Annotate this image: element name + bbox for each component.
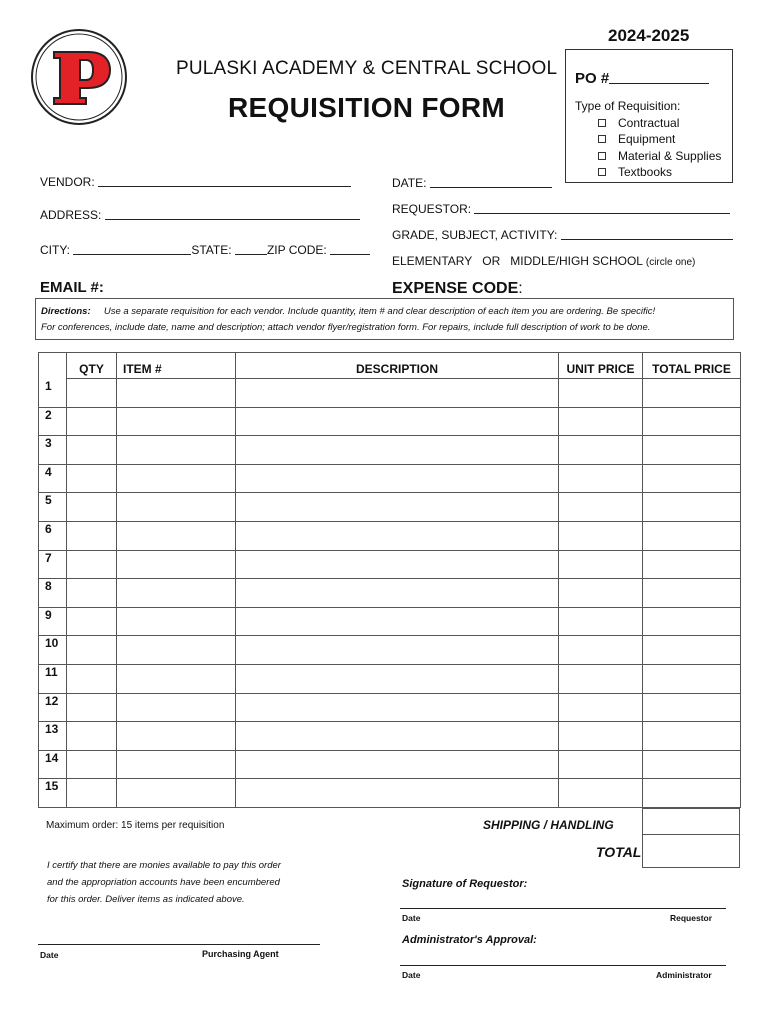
type-equipment-checkbox[interactable] xyxy=(598,132,675,146)
requestor-date-label: Date xyxy=(402,913,421,923)
vendor-field[interactable] xyxy=(40,175,351,189)
table-row xyxy=(39,693,741,722)
total-amount-field[interactable] xyxy=(642,834,740,868)
total-price-cell[interactable] xyxy=(643,464,741,493)
unit-price-cell[interactable] xyxy=(559,464,643,493)
row-number: 4 xyxy=(39,464,67,493)
row-number: 5 xyxy=(39,493,67,522)
grade-label: GRADE, SUBJECT, ACTIVITY: xyxy=(392,228,558,242)
description-cell[interactable] xyxy=(236,779,559,808)
row-number: 3 xyxy=(39,436,67,465)
row-number: 2 xyxy=(39,407,67,436)
school-level-field[interactable] xyxy=(392,254,695,268)
purchasing-signature-line[interactable] xyxy=(38,944,320,945)
table-row xyxy=(39,407,741,436)
qty-cell[interactable] xyxy=(67,464,117,493)
header-item: ITEM # xyxy=(117,353,236,379)
qty-cell[interactable] xyxy=(67,550,117,579)
header-unit-price: UNIT PRICE xyxy=(559,353,643,379)
qty-cell[interactable] xyxy=(67,693,117,722)
table-header-row xyxy=(39,353,741,379)
requestor-label: REQUESTOR: xyxy=(392,202,472,216)
table-row xyxy=(39,750,741,779)
type-label: Textbooks xyxy=(618,165,673,179)
description-cell[interactable] xyxy=(236,750,559,779)
table-row xyxy=(39,722,741,751)
description-cell[interactable] xyxy=(236,607,559,636)
purchasing-agent-label: Purchasing Agent xyxy=(202,949,279,959)
item-number-cell[interactable] xyxy=(117,493,236,522)
unit-price-cell[interactable] xyxy=(559,722,643,751)
type-label: Equipment xyxy=(618,132,676,146)
unit-price-cell[interactable] xyxy=(559,664,643,693)
item-number-cell[interactable] xyxy=(117,550,236,579)
table-row xyxy=(39,436,741,465)
total-price-cell[interactable] xyxy=(643,436,741,465)
qty-cell[interactable] xyxy=(67,521,117,550)
table-row xyxy=(39,379,741,408)
header-description: DESCRIPTION xyxy=(236,353,559,379)
table-row xyxy=(39,779,741,808)
address-label: ADDRESS: xyxy=(40,208,102,222)
grade-subject-field[interactable] xyxy=(392,228,733,242)
item-number-cell[interactable] xyxy=(117,407,236,436)
description-cell[interactable] xyxy=(236,636,559,665)
unit-price-cell[interactable] xyxy=(559,579,643,608)
table-row xyxy=(39,521,741,550)
shipping-amount-field[interactable] xyxy=(642,808,740,835)
school-year: 2024-2025 xyxy=(608,26,690,45)
item-number-cell[interactable] xyxy=(117,521,236,550)
description-cell[interactable] xyxy=(236,550,559,579)
unit-price-cell[interactable] xyxy=(559,779,643,808)
unit-price-cell[interactable] xyxy=(559,693,643,722)
total-price-cell[interactable] xyxy=(643,693,741,722)
row-number: 14 xyxy=(39,750,67,779)
elementary-option[interactable]: ELEMENTARY xyxy=(392,254,473,268)
total-price-cell[interactable] xyxy=(643,407,741,436)
state-label: STATE: xyxy=(191,243,232,257)
directions-label: Directions: xyxy=(41,306,91,317)
row-number: 12 xyxy=(39,693,67,722)
row-number: 9 xyxy=(39,607,67,636)
po-label: PO # xyxy=(575,70,610,87)
total-price-cell[interactable] xyxy=(643,664,741,693)
qty-cell[interactable] xyxy=(67,750,117,779)
item-number-cell[interactable] xyxy=(117,750,236,779)
item-number-cell[interactable] xyxy=(117,636,236,665)
qty-cell[interactable] xyxy=(67,579,117,608)
item-number-cell[interactable] xyxy=(117,779,236,808)
city-state-zip-field[interactable] xyxy=(40,243,370,257)
total-price-cell[interactable] xyxy=(643,579,741,608)
row-number: 7 xyxy=(39,550,67,579)
table-row xyxy=(39,664,741,693)
description-cell[interactable] xyxy=(236,579,559,608)
directions-line-2: For conferences, include date, name and description; attach vendor flyer/registration form. For repairs, include full description of work to be done. xyxy=(41,322,651,333)
total-label: TOTAL xyxy=(596,844,642,860)
qty-cell[interactable] xyxy=(67,436,117,465)
unit-price-cell[interactable] xyxy=(559,379,643,408)
address-field[interactable] xyxy=(40,208,360,222)
certify-line-1: I certify that there are monies available to pay this order xyxy=(47,860,281,871)
description-cell[interactable] xyxy=(236,407,559,436)
circle-one-note: (circle one) xyxy=(645,257,696,268)
email-field[interactable] xyxy=(40,279,104,296)
certify-line-2: and the appropriation accounts have been encumbered xyxy=(47,877,280,888)
description-cell[interactable] xyxy=(236,436,559,465)
purchasing-date-label: Date xyxy=(40,950,59,960)
city-label: CITY: xyxy=(40,243,71,257)
item-number-cell[interactable] xyxy=(117,464,236,493)
item-number-cell[interactable] xyxy=(117,664,236,693)
item-number-cell[interactable] xyxy=(117,436,236,465)
total-price-cell[interactable] xyxy=(643,722,741,751)
description-cell[interactable] xyxy=(236,493,559,522)
header-total-price: TOTAL PRICE xyxy=(643,353,741,379)
date-field[interactable] xyxy=(392,176,552,190)
qty-cell[interactable] xyxy=(67,379,117,408)
item-number-cell[interactable] xyxy=(117,607,236,636)
expense-code-label: EXPENSE CODE xyxy=(392,280,519,297)
admin-signature-line[interactable] xyxy=(400,965,726,966)
item-number-cell[interactable] xyxy=(117,579,236,608)
unit-price-cell[interactable] xyxy=(559,750,643,779)
total-price-cell[interactable] xyxy=(643,779,741,808)
admin-approval-label: Administrator's Approval: xyxy=(402,934,537,946)
expense-code-field[interactable]: EXPENSE CODE: xyxy=(392,280,523,297)
qty-cell[interactable] xyxy=(67,722,117,751)
form-title: REQUISITION FORM xyxy=(228,92,506,123)
requestor-label: Requestor xyxy=(670,913,713,923)
row-number: 15 xyxy=(39,779,67,808)
po-number-field[interactable] xyxy=(575,70,709,87)
unit-price-cell[interactable] xyxy=(559,521,643,550)
description-cell[interactable] xyxy=(236,379,559,408)
items-table xyxy=(38,352,741,808)
qty-cell[interactable] xyxy=(67,607,117,636)
qty-cell[interactable] xyxy=(67,636,117,665)
vendor-label: VENDOR: xyxy=(40,175,95,189)
description-cell[interactable] xyxy=(236,693,559,722)
type-label: Contractual xyxy=(618,116,680,130)
row-number: 6 xyxy=(39,521,67,550)
total-price-cell[interactable] xyxy=(643,493,741,522)
description-cell[interactable] xyxy=(236,664,559,693)
unit-price-cell[interactable] xyxy=(559,407,643,436)
table-row xyxy=(39,493,741,522)
item-number-cell[interactable] xyxy=(117,722,236,751)
total-price-cell[interactable] xyxy=(643,521,741,550)
admin-date-label: Date xyxy=(402,970,421,980)
qty-cell[interactable] xyxy=(67,664,117,693)
header-qty: QTY xyxy=(67,353,117,379)
item-number-cell[interactable] xyxy=(117,693,236,722)
directions-text: Use a separate requisition for each vendor. Include quantity, item # and clear description of each item you are ordering. Be specific! xyxy=(103,306,656,317)
description-cell[interactable] xyxy=(236,464,559,493)
unit-price-cell[interactable] xyxy=(559,636,643,665)
unit-price-cell[interactable] xyxy=(559,493,643,522)
qty-cell[interactable] xyxy=(67,493,117,522)
administrator-label: Administrator xyxy=(656,970,712,980)
header-number xyxy=(39,353,67,379)
unit-price-cell[interactable] xyxy=(559,550,643,579)
table-row xyxy=(39,464,741,493)
type-materials-checkbox[interactable] xyxy=(598,149,721,163)
zip-label: ZIP CODE: xyxy=(266,243,327,257)
shipping-label: SHIPPING / HANDLING xyxy=(483,818,614,832)
certify-line-3: for this order. Deliver items as indicated above. xyxy=(47,894,245,905)
row-number: 8 xyxy=(39,579,67,608)
qty-cell[interactable] xyxy=(67,779,117,808)
max-order-note: Maximum order: 15 items per requisition xyxy=(46,820,225,831)
row-number: 11 xyxy=(39,664,67,693)
unit-price-cell[interactable] xyxy=(559,436,643,465)
table-row xyxy=(39,579,741,608)
unit-price-cell[interactable] xyxy=(559,607,643,636)
total-price-cell[interactable] xyxy=(643,550,741,579)
total-price-cell[interactable] xyxy=(643,607,741,636)
email-label: EMAIL #: xyxy=(40,279,104,296)
description-cell[interactable] xyxy=(236,521,559,550)
date-label: DATE: xyxy=(392,176,427,190)
type-contractual-checkbox[interactable] xyxy=(598,116,679,130)
row-number: 1 xyxy=(39,379,67,408)
total-price-cell[interactable] xyxy=(643,750,741,779)
table-row xyxy=(39,550,741,579)
type-textbooks-checkbox[interactable] xyxy=(598,165,672,179)
table-row xyxy=(39,636,741,665)
school-name: PULASKI ACADEMY & CENTRAL SCHOOL xyxy=(176,58,558,79)
school-logo xyxy=(30,28,128,126)
or-text: OR xyxy=(482,254,501,268)
table-row xyxy=(39,607,741,636)
qty-cell[interactable] xyxy=(67,407,117,436)
directions-box xyxy=(35,298,734,340)
type-label: Material & Supplies xyxy=(618,149,722,163)
requisition-type-label: Type of Requisition: xyxy=(575,99,681,113)
row-number: 10 xyxy=(39,636,67,665)
requestor-signature-line[interactable] xyxy=(400,908,726,909)
description-cell[interactable] xyxy=(236,722,559,751)
item-number-cell[interactable] xyxy=(117,379,236,408)
row-number: 13 xyxy=(39,722,67,751)
total-price-cell[interactable] xyxy=(643,379,741,408)
middle-high-option[interactable]: MIDDLE/HIGH SCHOOL xyxy=(510,254,643,268)
signature-requestor-label: Signature of Requestor: xyxy=(402,878,528,890)
total-price-cell[interactable] xyxy=(643,636,741,665)
directions-line-1 xyxy=(41,306,655,317)
requestor-field[interactable] xyxy=(392,202,730,216)
